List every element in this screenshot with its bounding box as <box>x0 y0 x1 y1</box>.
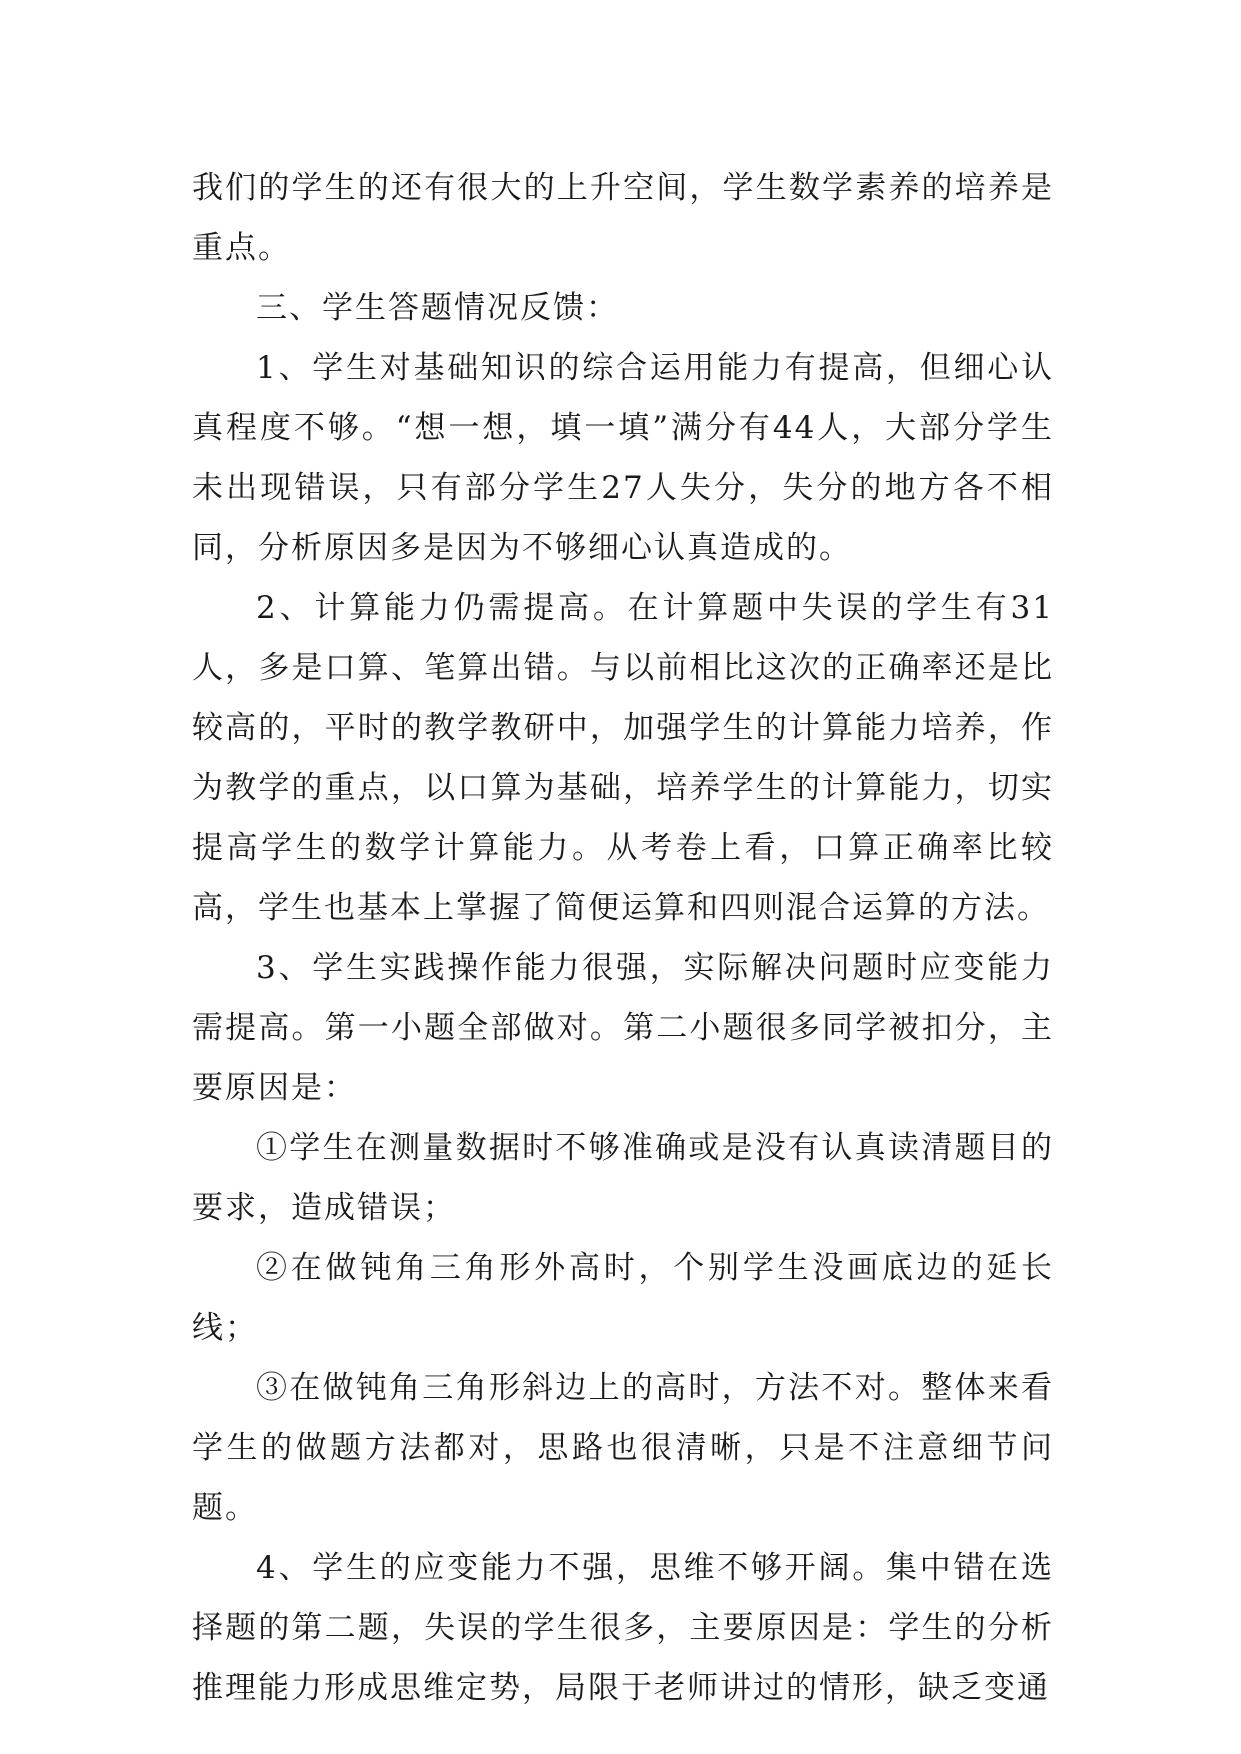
section-heading: 三、学生答题情况反馈： <box>256 290 619 326</box>
paragraph-continuation: 我们的学生的还有很大的上升空间，学生数学素养的培养是重点。 <box>192 170 1054 266</box>
paragraph-subitem-2: ②在做钝角三角形外高时，个别学生没画底边的延长线； <box>192 1250 1054 1346</box>
paragraph-item-4: 4、学生的应变能力不强，思维不够开阔。集中错在选择题的第二题，失误的学生很多，主要原因是：学生的分析推理能力形成思维定势，局限于老师讲过的情形，缺乏变通 <box>192 1550 1054 1706</box>
paragraph-subitem-1: ①学生在测量数据时不够准确或是没有认真读清题目的要求，造成错误； <box>192 1130 1054 1226</box>
paragraph-subitem-3: ③在做钝角三角形斜边上的高时，方法不对。整体来看学生的做题方法都对，思路也很清晰，只是不注意细节问题。 <box>192 1370 1054 1526</box>
paragraph-item-1: 1、学生对基础知识的综合运用能力有提高，但细心认真程度不够。“想一想，填一填”满分有44人，大部分学生未出现错误，只有部分学生27人失分，失分的地方各不相同，分析原因多是因为不够细心认真造成的。 <box>192 350 1054 566</box>
document-body <box>192 158 1054 1718</box>
paragraph-item-3: 3、学生实践操作能力很强，实际解决问题时应变能力需提高。第一小题全部做对。第二小题很多同学被扣分，主要原因是： <box>192 950 1054 1106</box>
paragraph-item-2: 2、计算能力仍需提高。在计算题中失误的学生有31人，多是口算、笔算出错。与以前相比这次的正确率还是比较高的，平时的教学教研中，加强学生的计算能力培养，作为教学的重点，以口算为基础，培养学生的计算能力，切实提高学生的数学计算能力。从考卷上看，口算正确率比较高，学生也基本上掌握了简便运算和四则混合运算的方法。 <box>192 590 1054 926</box>
